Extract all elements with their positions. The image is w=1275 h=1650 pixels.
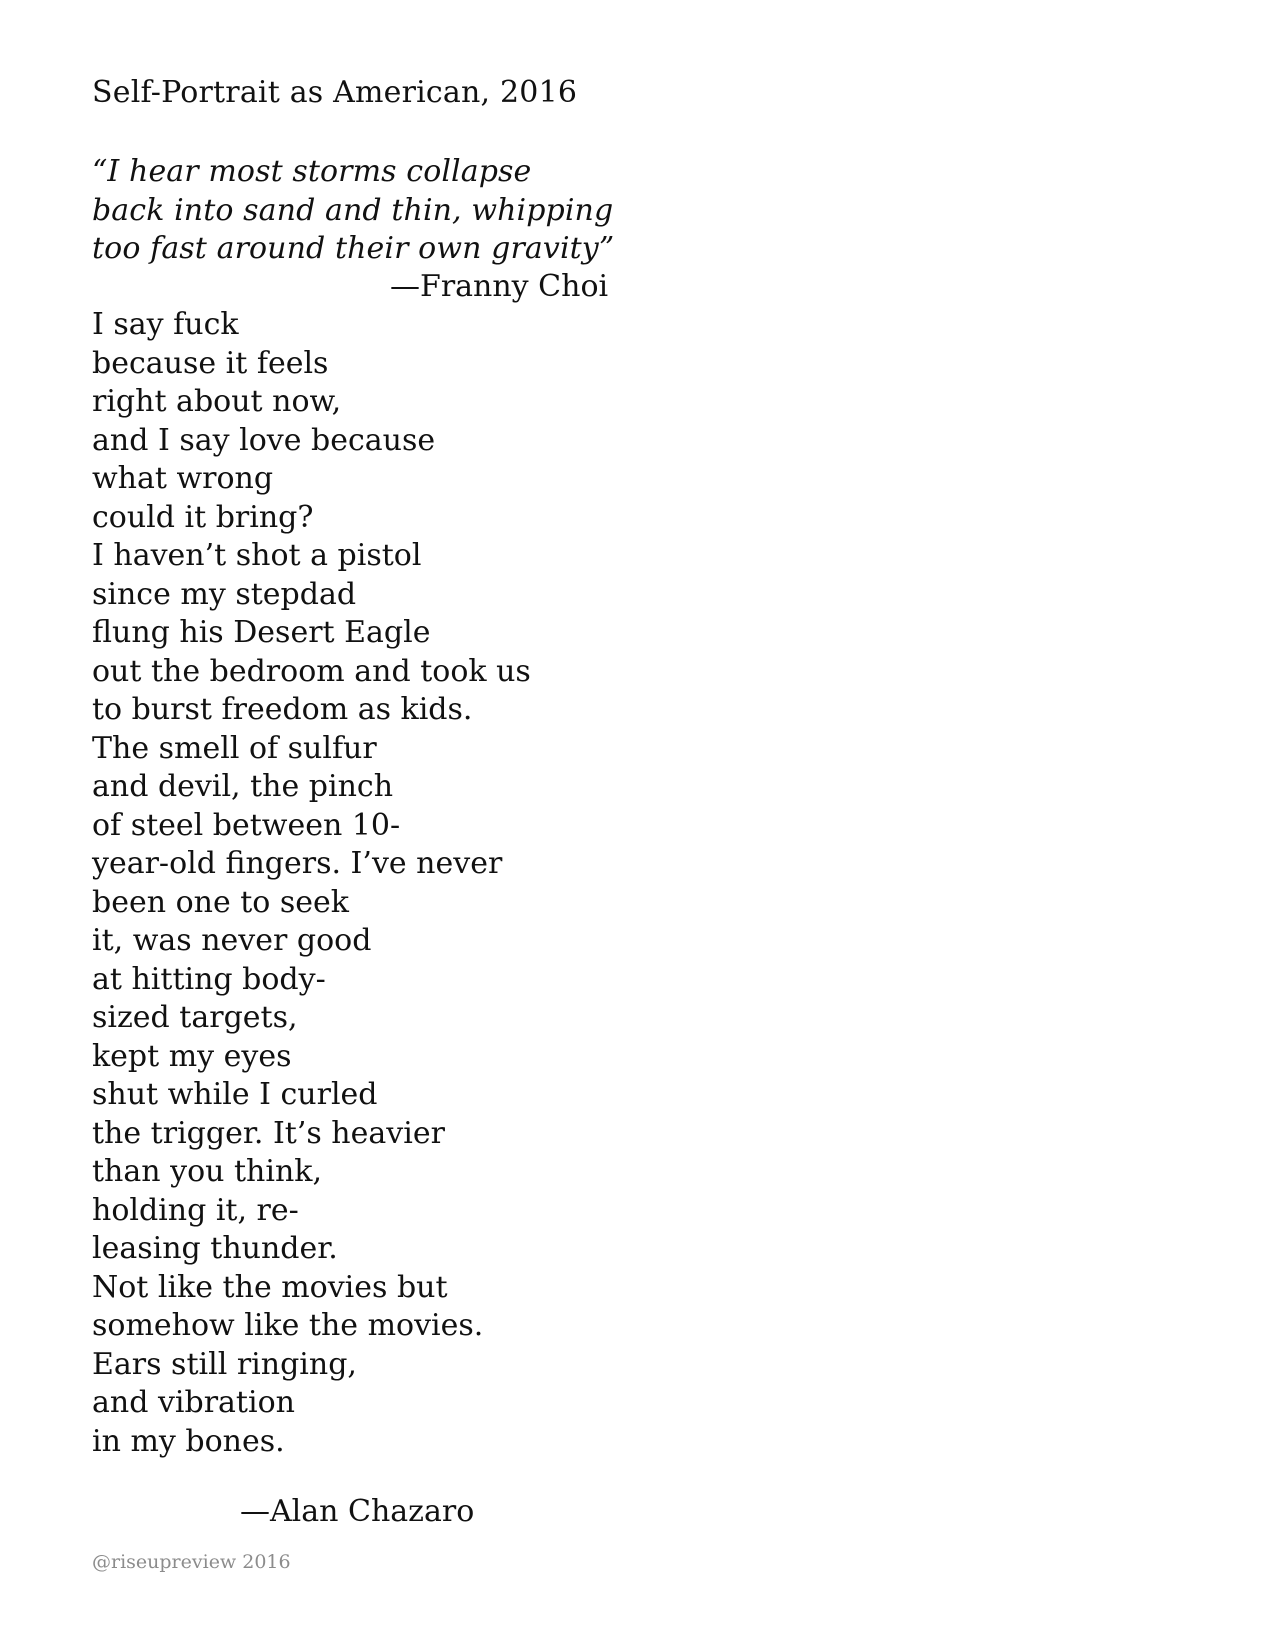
poem-line: because it feels: [92, 345, 329, 381]
poem-line: out the bedroom and took us: [92, 653, 531, 689]
poem-line: been one to seek: [92, 884, 349, 920]
poem-line: and vibration: [92, 1385, 295, 1420]
poem-line: The smell of sulfur: [92, 730, 377, 766]
epigraph-line: back into sand and thin, whipping: [92, 192, 614, 228]
poem-line: shut while I curled: [92, 1077, 378, 1112]
poem-line: and devil, the pinch: [92, 769, 394, 804]
poem-line: could it bring?: [92, 499, 314, 535]
poem-line: in my bones.: [92, 1423, 285, 1459]
poem-line: I say fuck: [92, 307, 239, 342]
poem-line: flung his Desert Eagle: [92, 615, 431, 650]
poem-line: I haven’t shot a pistol: [92, 538, 422, 573]
epigraph: [92, 153, 652, 269]
poem-author: —Alan Chazaro: [240, 1494, 475, 1529]
poem-line: at hitting body-: [92, 961, 326, 997]
poem-line: what wrong: [92, 461, 274, 496]
epigraph-attribution: —Franny Choi: [390, 269, 609, 304]
epigraph-line: “I hear most storms collapse: [92, 154, 532, 189]
poem-line: it, was never good: [92, 923, 372, 958]
poem-line: leasing thunder.: [92, 1231, 338, 1266]
poem-line: since my stepdad: [92, 576, 357, 612]
poem-line: and I say love because: [92, 422, 436, 458]
poem-body: [92, 306, 531, 1461]
poem-line: the trigger. It’s heavier: [92, 1115, 445, 1151]
poem-line: of steel between 10-: [92, 807, 401, 843]
footer-credit: @riseupreview 2016: [92, 1551, 291, 1573]
poem-line: holding it, re-: [92, 1192, 299, 1228]
poem-line: right about now,: [92, 384, 342, 419]
poem-line: Not like the movies but: [92, 1269, 448, 1305]
poem-line: sized targets,: [92, 1000, 298, 1035]
poem-line: Ears still ringing,: [92, 1346, 357, 1382]
poem-line: kept my eyes: [92, 1038, 292, 1074]
poem-title: Self-Portrait as American, 2016: [92, 75, 578, 110]
epigraph-line: too fast around their own gravity”: [92, 231, 615, 266]
poem-line: than you think,: [92, 1154, 322, 1189]
poem-line: somehow like the movies.: [92, 1308, 484, 1343]
poem-line: year-old fingers. I’ve never: [92, 846, 503, 881]
poem-line: to burst freedom as kids.: [92, 692, 473, 727]
